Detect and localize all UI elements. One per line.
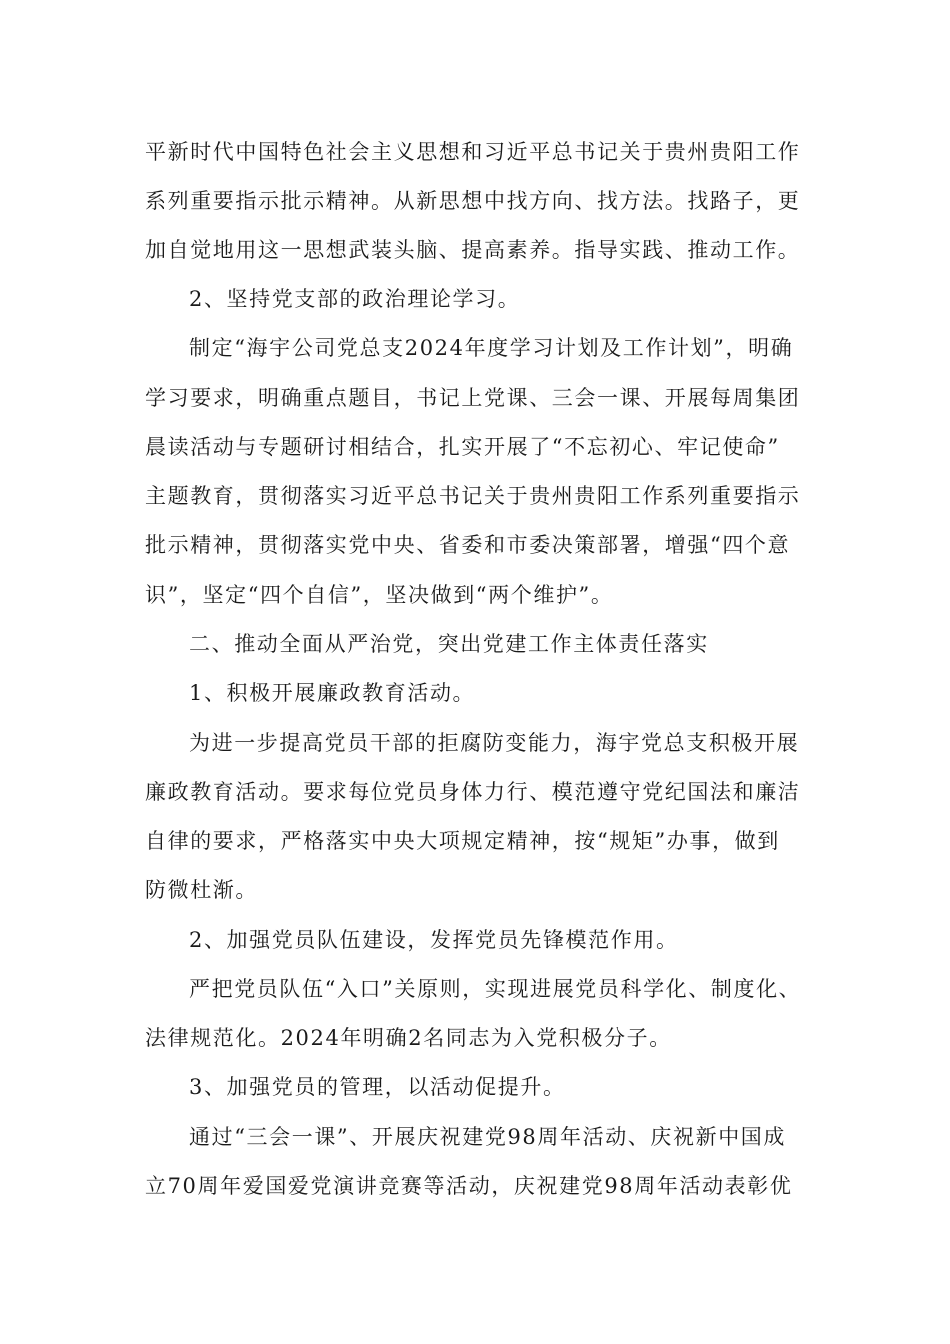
text-line: 立70周年爱国爱党演讲竞赛等活动，庆祝建党98周年活动表彰优	[145, 1174, 793, 1198]
text-line: 自律的要求，严格落实中央大项规定精神，按“规矩”办事，做到	[145, 829, 780, 853]
text-line: 平新时代中国特色社会主义思想和习近平总书记关于贵州贵阳工作	[145, 140, 801, 164]
text-line: 通过“三会一课”、开展庆祝建党98周年活动、庆祝新中国成	[189, 1125, 786, 1149]
text-line: 识”，坚定“四个自信”，坚决做到“两个维护”。	[145, 583, 614, 607]
subheading: 2、坚持党支部的政治理论学习。	[189, 287, 521, 311]
text-line: 为进一步提高党员干部的拒腐防变能力，海宇党总支积极开展	[189, 731, 800, 755]
text-line: 晨读活动与专题研讨相结合，扎实开展了“不忘初心、牢记使命”	[145, 435, 780, 459]
text-line: 系列重要指示批示精神。从新思想中找方向、找方法。找路子，更	[145, 189, 801, 213]
text-line: 廉政教育活动。要求每位党员身体力行、模范遵守党纪国法和廉洁	[145, 780, 801, 804]
subheading: 2、加强党员队伍建设，发挥党员先锋模范作用。	[189, 928, 679, 952]
text-line: 严把党员队伍“入口”关原则，实现进展党员科学化、制度化、	[189, 977, 802, 1001]
section-heading: 二、推动全面从严治党，突出党建工作主体责任落实	[189, 632, 709, 656]
text-line: 法律规范化。2024年明确2名同志为入党积极分子。	[145, 1026, 672, 1050]
text-line: 防微杜渐。	[145, 878, 258, 902]
subheading: 1、积极开展廉政教育活动。	[189, 681, 476, 705]
text-line: 学习要求，明确重点题目，书记上党课、三会一课、开展每周集团	[145, 386, 801, 410]
text-line: 制定“海宇公司党总支2024年度学习计划及工作计划”，明确	[189, 336, 794, 360]
text-line: 批示精神，贯彻落实党中央、省委和市委决策部署，增强“四个意	[145, 533, 791, 557]
text-line: 主题教育，贯彻落实习近平总书记关于贵州贵阳工作系列重要指示	[145, 484, 801, 508]
text-line: 加自觉地用这一思想武装头脑、提高素养。指导实践、推动工作。	[145, 238, 801, 262]
subheading: 3、加强党员的管理，以活动促提升。	[189, 1075, 566, 1099]
